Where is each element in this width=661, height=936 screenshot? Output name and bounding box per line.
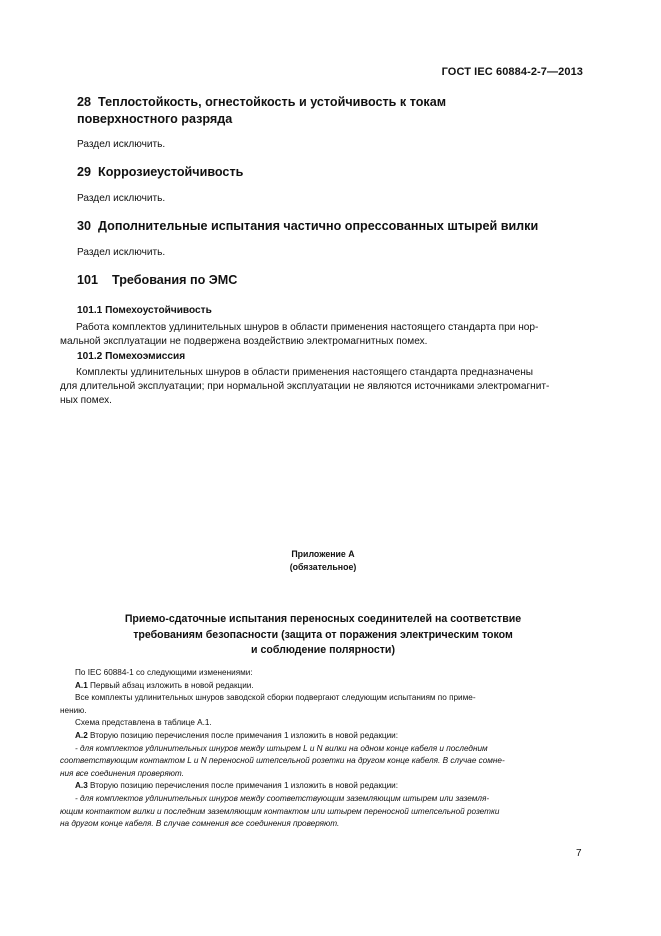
subsection-101-2-title: 101.2 Помехоэмиссия [77, 351, 186, 362]
annex-title-line3: и соблюдение полярности) [251, 644, 395, 656]
annex-title [60, 612, 586, 659]
subsection-101-1-line1: Работа комплектов удлинительных шнуров в области применения настоящего стандарта при нор- [76, 322, 539, 333]
section-29-title-text: Коррозиеустойчивость [98, 165, 244, 179]
annex-title-line2: требованиям безопасности (защита от поражения электрическим током [133, 628, 513, 641]
section-28-number: 28 [77, 95, 92, 109]
section-28-title-line1: Теплостойкость, огнестойкость и устойчивость к токам [98, 95, 447, 109]
annex-line-10: - для комплектов удлинительных шнуров между соответствующим заземляющим штырем или заземля- [75, 793, 490, 803]
section-101-title [77, 272, 577, 289]
section-29-text: Раздел исключить. [77, 193, 166, 204]
annex-line-9 [60, 780, 586, 793]
subsection-101-2-line1: Комплекты удлинительных шнуров в области применения настоящего стандарта предназначены [76, 367, 534, 378]
annex-status: (обязательное) [289, 562, 357, 572]
section-30-title [77, 218, 577, 235]
section-28-title [77, 94, 577, 128]
annex-line-3: нению. [60, 705, 87, 715]
section-28-text: Раздел исключить. [77, 139, 166, 150]
page-number: 7 [576, 848, 582, 859]
subsection-101-2-line2: для длительной эксплуатации; при нормальной эксплуатации не являются источниками электромагнит- [60, 380, 550, 392]
section-30-number: 30 [77, 219, 92, 233]
annex-a1-text: Первый абзац изложить в новой редакции. [87, 680, 254, 690]
annex-line-1 [60, 680, 586, 693]
annex-line-2: Все комплекты удлинительных шнуров заводской сборки подвергают следующим испытаниям по приме- [75, 693, 476, 703]
annex-label: Приложение А [291, 549, 355, 559]
annex-a1-number: А.1 [75, 680, 88, 690]
annex-line-6: - для комплектов удлинительных шнуров между штырем L и N вилки на одном конце кабеля и последним [75, 743, 488, 753]
annex-line-8: ния все соединения проверяют. [60, 768, 184, 778]
annex-line-11: ющим контактом вилки и последним заземляющим контактом или штырем переносной штепсельной розетки [60, 806, 500, 816]
annex-line-4: Схема представлена в таблице А.1. [75, 718, 212, 728]
annex-title-line1: Приемо-сдаточные испытания переносных соединителей на соответствие [124, 613, 522, 625]
section-30-text: Раздел исключить. [77, 247, 166, 258]
subsection-101-1-text [60, 321, 586, 349]
annex-a3-text: Вторую позицию перечисления после примечания 1 изложить в новой редакции: [87, 781, 399, 791]
section-101-number: 101 [77, 273, 99, 287]
annex-line-5 [60, 730, 586, 743]
annex-a2-number: А.2 [75, 730, 88, 740]
annex-line-7: соответствующим контактом L и N переносной штепсельной розетки на другом конце кабеля. В случае сомне- [60, 756, 505, 766]
annex-line-0: По IEC 60884-1 со следующими изменениями: [75, 668, 253, 677]
section-30-title-text: Дополнительные испытания частично опрессованных штырей вилки [98, 219, 539, 233]
annex-a2-text: Вторую позицию перечисления после примечания 1 изложить в новой редакции: [87, 730, 399, 740]
annex-a3-number: А.3 [75, 781, 88, 791]
subsection-101-2-line3: ных помех. [60, 394, 112, 406]
section-101-title-text: Требования по ЭМС [112, 273, 238, 287]
section-29-title [77, 164, 577, 181]
section-29-number: 29 [77, 165, 92, 179]
subsection-101-2-text [60, 366, 586, 407]
annex-body [60, 667, 586, 831]
section-28-title-line2: поверхностного разряда [77, 112, 233, 126]
annex-line-12: на другом конце кабеля. В случае сомнения все соединения проверяют. [60, 819, 340, 829]
document-header: ГОСТ IEC 60884-2-7—2013 [441, 66, 583, 78]
subsection-101-1-title: 101.1 Помехоустойчивость [77, 305, 212, 316]
subsection-101-1-line2: мальной эксплуатации не подвержена воздействию электромагнитных помех. [60, 335, 428, 347]
